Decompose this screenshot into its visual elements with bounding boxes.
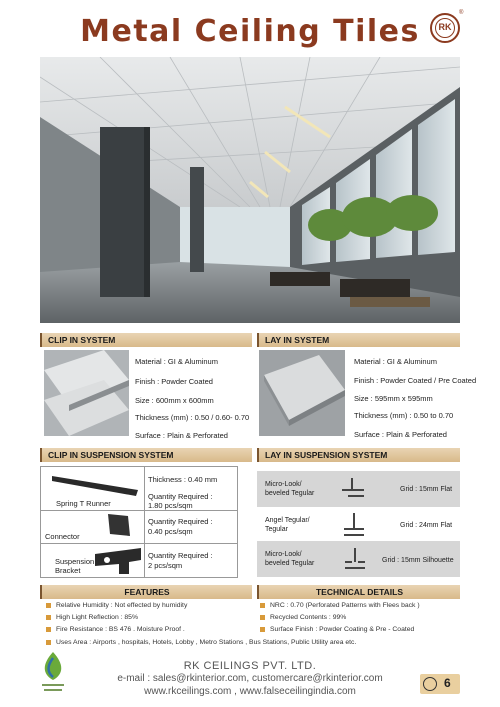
lay-row2-name2: Tegular [265, 526, 288, 533]
lay-row1-name2: beveled Tegular [265, 490, 315, 497]
bullet-icon [46, 615, 51, 620]
tegular-profile-icon [338, 476, 368, 502]
clip-in-material: Material : GI & Aluminum [135, 357, 218, 366]
lay-row2-grid: Grid : 24mm Flat [400, 522, 453, 529]
footer-website: www.rkceilings.com , www.falseceilingindia.com [144, 686, 356, 697]
clip-in-tile-image [44, 350, 129, 436]
connector-qty-label: Quantity Required : [148, 517, 213, 526]
lay-row1-grid: Grid : 15mm Flat [400, 486, 453, 493]
angel-tegular-profile-icon [341, 511, 367, 539]
lay-row2-name: Angel Tegular/ [265, 517, 310, 524]
spring-t-runner-thickness: Thickness : 0.40 mm [148, 475, 218, 484]
lay-row3-grid: Grid : 15mm Silhouette [382, 557, 454, 564]
page-number-badge [420, 674, 460, 694]
page-title: Metal Ceiling Tiles [80, 14, 420, 49]
rk-logo: RK [430, 13, 460, 43]
technical-heading: TECHNICAL DETAILS [257, 585, 460, 599]
suspension-bracket-label-2: Bracket [55, 566, 81, 575]
lobby-photo [40, 57, 460, 323]
rk-badge-icon [423, 677, 437, 691]
connector-qty: 0.40 pcs/sqm [148, 527, 193, 536]
lay-in-surface: Surface : Plain & Perforated [354, 430, 447, 439]
registered-mark: ® [459, 10, 464, 16]
suspension-bracket-label: Suspension [55, 557, 95, 566]
lay-suspension-heading: LAY IN SUSPENSION SYSTEM [257, 448, 460, 462]
bullet-icon [46, 640, 51, 645]
clip-suspension-heading: CLIP IN SUSPENSION SYSTEM [40, 448, 252, 462]
suspension-bracket-image [93, 546, 143, 576]
bullet-icon [46, 603, 51, 608]
lay-row3-name2: beveled Tegular [265, 560, 315, 567]
spring-t-runner-label: Spring T Runner [56, 499, 111, 508]
spring-t-runner-image [50, 472, 140, 498]
lay-row3-name: Micro-Look/ [265, 551, 302, 558]
spring-t-runner-qty: 1.80 pcs/sqm [148, 501, 193, 510]
bullet-icon [260, 627, 265, 632]
page-number: 6 [444, 676, 451, 690]
spring-t-runner-qty-label: Quantity Required : [148, 492, 213, 501]
lay-in-heading: LAY IN SYSTEM [257, 333, 460, 347]
bracket-qty: 2 pcs/sqm [148, 561, 183, 570]
clip-in-thickness: Thickness (mm) : 0.50 / 0.60- 0.70 [135, 413, 250, 422]
uses-area: Uses Area : Airports , hospitals, Hotels, Lobby , Metro Stations , Bus Stations, Public Utility area etc. [46, 639, 356, 646]
clip-in-size: Size : 600mm x 600mm [135, 396, 214, 405]
bullet-icon [260, 603, 265, 608]
clip-in-finish: Finish : Powder Coated [135, 377, 213, 386]
feature-item: High Light Reflection : 85% [46, 614, 138, 621]
technical-item: Recycled Contents : 99% [260, 614, 346, 621]
silhouette-profile-icon [340, 546, 370, 574]
technical-item: Surface Finish : Powder Coating & Pre - Coated [260, 626, 414, 633]
clip-in-heading: CLIP IN SYSTEM [40, 333, 252, 347]
features-heading: FEATURES [40, 585, 252, 599]
technical-item: NRC : 0.70 (Perforated Patterns with Flees back ) [260, 602, 420, 609]
footer-email: e-mail : sales@rkinterior.com, customercare@rkinterior.com [117, 673, 383, 684]
bracket-qty-label: Quantity Required : [148, 551, 213, 560]
lay-in-finish: Finish : Powder Coated / Pre Coated [354, 376, 477, 385]
connector-image [104, 512, 134, 538]
bullet-icon [260, 615, 265, 620]
company-name: RK CEILINGS PVT. LTD. [183, 660, 317, 672]
bullet-icon [46, 627, 51, 632]
connector-label: Connector [45, 532, 80, 541]
lay-in-thickness: Thickness (mm) : 0.50 to 0.70 [354, 411, 454, 420]
feature-item: Fire Resistance : BS 476 . Moisture Proof . [46, 626, 185, 633]
feature-item: Relative Humidity : Not effected by humidity [46, 602, 187, 609]
lay-in-material: Material : GI & Aluminum [354, 357, 437, 366]
clip-in-surface: Surface : Plain & Perforated [135, 431, 228, 440]
lay-in-size: Size : 595mm x 595mm [354, 394, 433, 403]
lay-in-tile-image [259, 350, 345, 436]
lay-row1-name: Micro-Look/ [265, 481, 302, 488]
